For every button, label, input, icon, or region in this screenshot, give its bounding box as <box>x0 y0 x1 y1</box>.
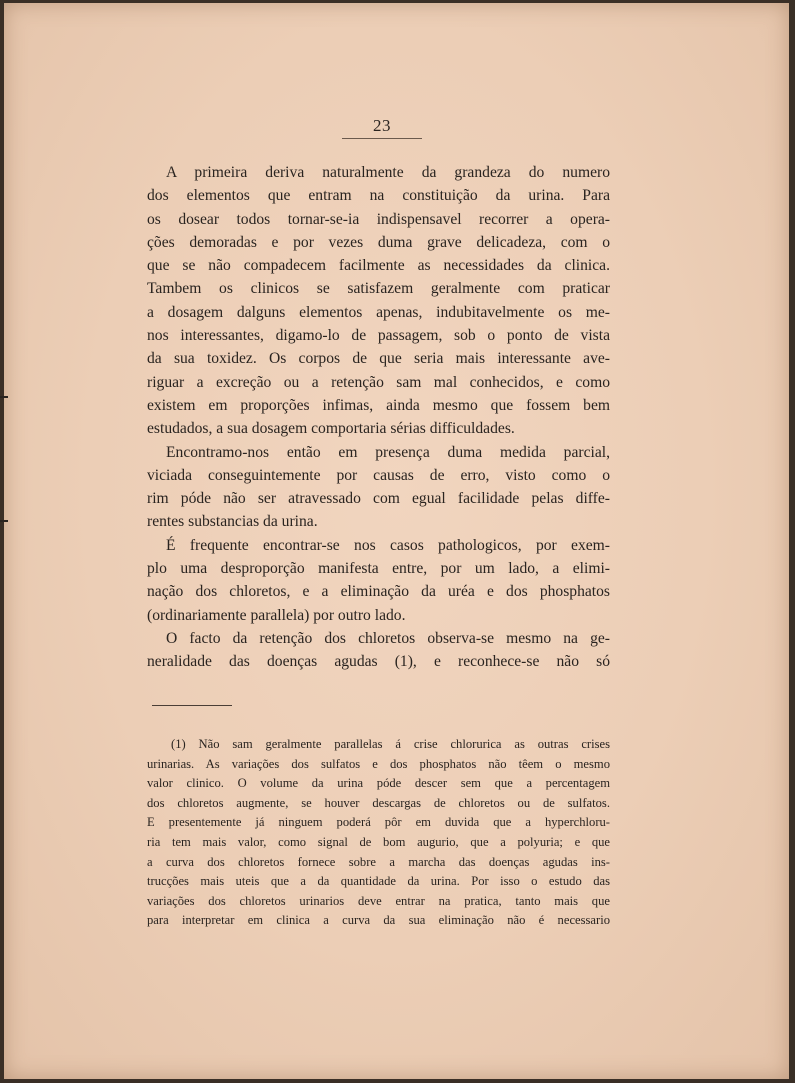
text-line: ções demoradas e por vezes duma grave delicadeza, com o <box>147 233 610 251</box>
book-page <box>4 3 789 1079</box>
footnote-line: E presentemente já ninguem poderá pôr em duvida que a hyperchloru- <box>147 815 610 830</box>
text-line: existem em proporções infimas, ainda mesmo que fossem bem <box>147 396 610 414</box>
text-line: rentes substancias da urina. <box>147 513 318 531</box>
text-line: É frequente encontrar-se nos casos pathologicos, por exem- <box>166 536 610 554</box>
text-line: neralidade das doenças agudas (1), e reconhece-se não só <box>147 653 610 671</box>
footnote <box>147 735 610 931</box>
text-line: riguar a excreção ou a retenção sam mal conhecidos, e como <box>147 373 610 391</box>
text-line: Encontramo-nos então em presença duma medida parcial, <box>166 443 610 461</box>
text-line: O facto da retenção dos chloretos observa-se mesmo na ge- <box>166 629 610 647</box>
footnote-separator <box>152 705 232 706</box>
edge-tick-mark <box>0 396 8 398</box>
body-text <box>147 161 610 674</box>
footnote-line: dos chloretos augmente, se houver descargas de chloretos ou de sulfatos. <box>147 795 610 810</box>
text-line: a dosagem dalguns elementos apenas, indubitavelmente os me- <box>147 303 610 321</box>
footnote-line: trucções mais uteis que a da quantidade da urina. Por isso o estudo das <box>147 874 610 889</box>
footnote-line: variações dos chloretos urinarios deve entrar na pratica, tanto mais que <box>147 893 610 908</box>
text-line: viciada conseguintemente por causas de erro, visto como o <box>147 466 610 484</box>
footnote-line: urinarias. As variações dos sulfatos e dos phosphatos não têem o mesmo <box>147 756 610 771</box>
text-line: A primeira deriva naturalmente da grandeza do numero <box>166 164 610 181</box>
footnote-line: valor clinico. O volume da urina póde descer sem que a percentagem <box>147 776 610 791</box>
footnote-line: para interpretar em clinica a curva da sua eliminação não é necessario <box>147 913 610 928</box>
footnote-line: (1) Não sam geralmente parallelas á crise chlorurica as outras crises <box>171 737 610 751</box>
text-line: da sua toxidez. Os corpos de que seria mais interessante ave- <box>147 350 610 368</box>
text-line: estudados, a sua dosagem comportaria sérias difficuldades. <box>147 420 515 438</box>
text-line: que se não compadecem facilmente as necessidades da clinica. <box>147 257 610 275</box>
text-line: nos interessantes, digamo-lo de passagem, sob o ponto de vista <box>147 327 610 345</box>
footnote-line: a curva dos chloretos fornece sobre a marcha das doenças agudas ins- <box>147 854 610 869</box>
edge-tick-mark <box>0 520 8 522</box>
text-line: dos elementos que entram na constituição da urina. Para <box>147 187 610 205</box>
text-line: rim póde não ser atravessado com egual facilidade pelas diffe- <box>147 490 610 508</box>
page-number-rule <box>342 138 422 139</box>
text-line: Tambem os clinicos se satisfazem geralmente com praticar <box>147 280 610 298</box>
page-number: 23 <box>373 116 391 135</box>
footnote-line: ria tem mais valor, como signal de bom augurio, que a polyuria; e que <box>147 834 610 849</box>
text-line: os dosear todos tornar-se-ia indispensavel recorrer a opera- <box>147 210 610 228</box>
text-line: plo uma desproporção manifesta entre, por um lado, a elimi- <box>147 560 610 578</box>
text-line: (ordinariamente parallela) por outro lado. <box>147 606 406 624</box>
text-line: nação dos chloretos, e a eliminação da uréa e dos phosphatos <box>147 583 610 601</box>
